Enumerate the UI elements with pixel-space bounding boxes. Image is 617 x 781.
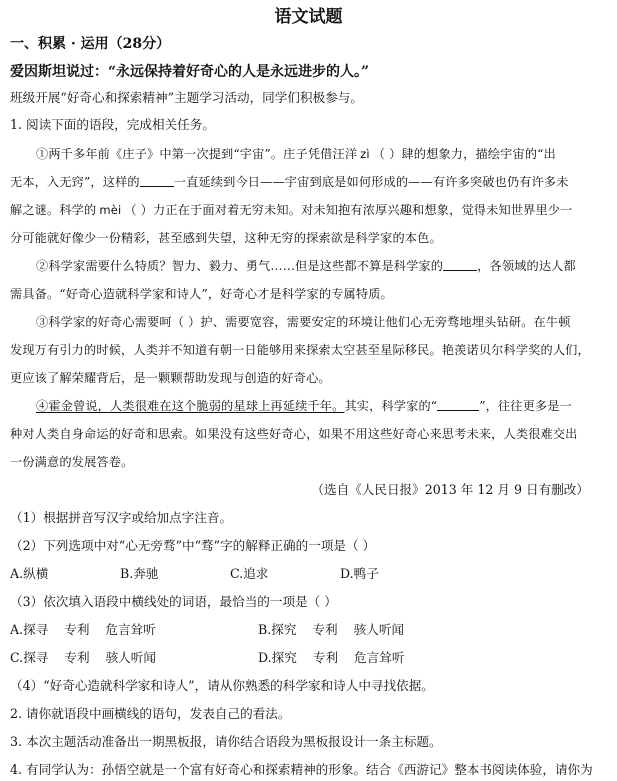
question-4: 4. 有同学认为：孙悟空就是一个富有好奇心和探索精神的形象。结合《西游记》整本书阅读体验，请你为: [10, 762, 593, 777]
passage-source: （选自《人民日报》2013 年 12 月 9 日有删改）: [311, 482, 589, 497]
exam-title: 语文试题: [274, 7, 343, 27]
sub-question-1: （1）根据拼音写汉字或给加点字注音。: [10, 510, 233, 525]
passage-line: 一份满意的发展答卷。: [10, 455, 134, 469]
passage-line: ④霍金曾说，人类很难在这个脆弱的星球上再延续千年。其实，科学家的“ ”，往往更多是一: [36, 399, 572, 413]
passage-line: 需具备。“好奇心造就科学家和诗人”，好奇心才是科学家的专属特质。: [10, 287, 393, 301]
sub-question-3: （3）依次填入语段中横线处的词语，最恰当的一项是（ ）: [10, 594, 337, 609]
sub-question-2: （2）下列选项中对“心无旁骛”中“骛”字的解释正确的一项是（ ）: [10, 538, 376, 553]
option-c[interactable]: C.探寻 专利 骇人听闻: [10, 650, 156, 665]
activity-intro: 班级开展“好奇心和探索精神”主题学习活动，同学们积极参与。: [10, 90, 363, 105]
fill-blank-3[interactable]: [437, 398, 479, 411]
einstein-quote: 爱因斯坦说过：“永远保持着好奇心的人是永远进步的人。”: [10, 64, 370, 80]
option-d[interactable]: D.探究 专利 危言耸听: [258, 650, 405, 665]
question-2: 2. 请你就语段中画横线的语句，发表自己的看法。: [10, 706, 291, 721]
fill-blank-1[interactable]: [140, 174, 174, 187]
passage-line: 发现万有引力的时候，人类并不知道有朝一日能够用来探索太空甚至星际移民。艳羡诺贝尔科学奖的人们，: [10, 343, 590, 357]
option-d[interactable]: D.鸭子: [340, 566, 379, 581]
passage-line: 种对人类自身命运的好奇和思索。如果没有这些好奇心，如果不用这些好奇心来思考未来，人类很难交出: [10, 427, 578, 441]
question-1: 1. 阅读下面的语段，完成相关任务。: [10, 117, 215, 132]
option-b[interactable]: B.奔驰: [120, 566, 159, 581]
passage-line: 无本，入无窍”，这样的 一直延续到今日——宇宙到底是如何形成的——有许多突破也仍有许多未: [10, 175, 569, 189]
passage-line: ③科学家的好奇心需要呵（ ）护、需要宽容，需要安定的环境让他们心无旁骛地埋头钻研。在牛顿: [36, 315, 571, 329]
pinyin-zi: zì: [360, 147, 370, 161]
option-a[interactable]: A.纵横: [10, 566, 49, 581]
pinyin-mei: mèi: [99, 203, 122, 217]
option-b[interactable]: B.探究 专利 骇人听闻: [258, 622, 405, 637]
passage-line: 分可能就好像少一份精彩，甚至感到失望，这种无穷的探索欲是科学家的本色。: [10, 231, 442, 245]
sub-question-4: （4）“好奇心造就科学家和诗人”，请从你熟悉的科学家和诗人中寻找依据。: [10, 678, 434, 693]
passage-line: ①两千多年前《庄子》中第一次提到“宇宙”。庄子凭借汪洋 zì （ ）肆的想象力，描绘宇宙的“出: [36, 147, 556, 161]
passage-line: 更应该了解荣耀背后，是一颗颗帮助发现与创造的好奇心。: [10, 371, 331, 385]
question-3: 3. 本次主题活动准备出一期黑板报，请你结合语段为黑板报设计一条主标题。: [10, 734, 442, 749]
passage-line: ②科学家需要什么特质？智力、毅力、勇气……但是这些都不算是科学家的 ，各领域的达人都: [36, 259, 576, 273]
passage-line: 解之谜。科学的 mèi （ ）力正在于面对着无穷未知。对未知抱有浓厚兴趣和想象，觉得未知世界里少一: [10, 203, 573, 217]
option-c[interactable]: C.追求: [230, 566, 269, 581]
option-a[interactable]: A.探寻 专利 危言耸听: [10, 622, 156, 637]
fill-blank-2[interactable]: [443, 258, 477, 271]
underlined-sentence: ④霍金曾说，人类很难在这个脆弱的星球上再延续千年。: [36, 399, 345, 413]
section-heading: 一、积累 · 运用（28分）: [10, 36, 171, 52]
